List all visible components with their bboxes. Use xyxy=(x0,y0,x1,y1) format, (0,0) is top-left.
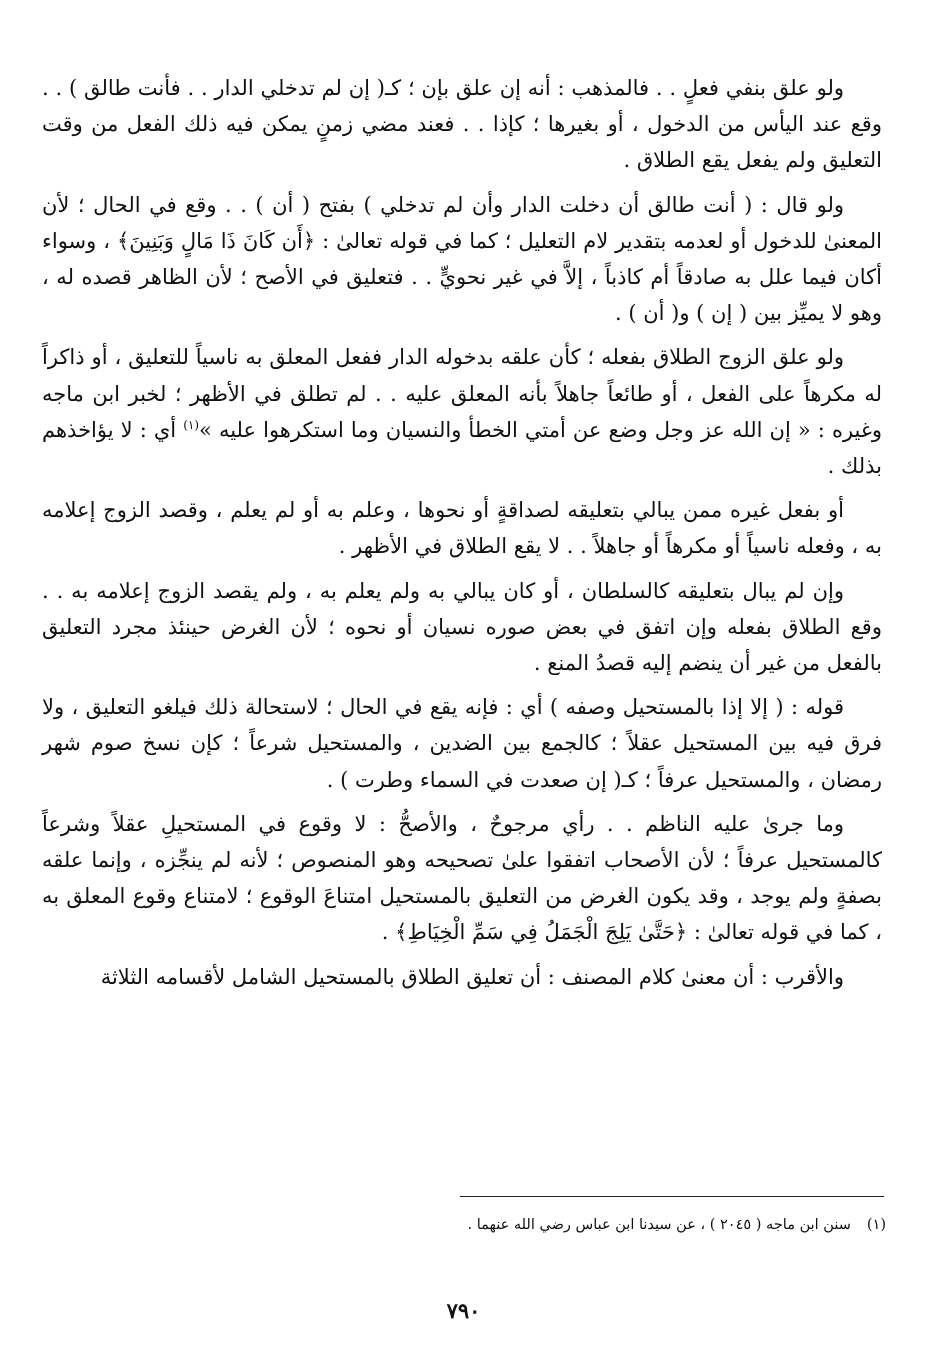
paragraph-3-text: ولو علق الزوج الطلاق بفعله ؛ كأن علقه بدخوله الدار ففعل المعلق به ناسياً للتعليق ، أو ذاكراً له مكرهاً على الفعل ، أو طائعاً جاهلاً بأنه المعلق عليه . . لم تطلق في الأظهر ؛ لخبر ابن ماجه وغيره : « إن الله عز وجل وضع عن أمتي الخطأ والنسيان وما استكرهوا عليه » xyxy=(42,345,882,442)
footnote-divider xyxy=(460,1196,884,1197)
paragraph-2: ولو قال : ( أنت طالق أن دخلت الدار وأن لم تدخلي ) بفتح ( أن ) . . وقع في الحال ؛ لأن المعنىٰ للدخول أو لعدمه بتقدير لام التعليل ؛ كما في قوله تعالىٰ : ﴿أَن كَانَ ذَا مَالٍ وَبَنِينَ﴾ ، وسواء أكان فيما علل به صادقاً أم كاذباً ، إلاَّ في غير نحويٍّ . . فتعليق في الأصح ؛ لأن الظاهر قصده له ، وهو لا يميِّز بين ( إن ) و( أن ) . xyxy=(42,192,882,326)
paragraph-7: وما جرىٰ عليه الناظم . . رأي مرجوحٌ ، والأصحُّ : لا وقوع في المستحيلِ عقلاً وشرعاً كالمستحيل عرفاً ؛ لأن الأصحاب اتفقوا علىٰ تصحيحه وهو المنصوص ؛ لأنه لم ينجِّزه ، وإنما علقه بصفةٍ ولم يوجد ، وقد يكون الغرض من التعليق بالمستحيل امتناعَ الوقوع ؛ لامتناع وقوع المعلق به ، كما في قوله تعالىٰ : ﴿حَتَّىٰ يَلِجَ الْجَمَلُ فِي سَمِّ الْخِيَاطِ﴾ . xyxy=(42,811,882,945)
footnote xyxy=(360,1214,886,1236)
paragraph-6: قوله : ( إلا إذا بالمستحيل وصفه ) أي : فإنه يقع في الحال ؛ لاستحالة ذلك فيلغو التعليق ، ولا فرق فيه بين المستحيل عقلاً ؛ كالجمع بين الضدين ، والمستحيل شرعاً ؛ كإن نسخ صوم شهر رمضان ، والمستحيل عرفاً ؛ كـ( إن صعدت في السماء وطرت ) . xyxy=(42,695,882,792)
footnote-reference[interactable]: (١) xyxy=(183,417,200,432)
paragraph-1: ولو علق بنفي فعلٍ . . فالمذهب : أنه إن علق بإن ؛ كـ( إن لم تدخلي الدار . . فأنت طالق ) . . وقع عند اليأس من الدخول ، أو بغيرها ؛ كإذا . . فعند مضي زمنٍ يمكن فيه ذلك الفعل من وقت التعليق ولم يفعل يقع الطلاق . xyxy=(42,76,882,173)
paragraph-8: والأقرب : أن معنىٰ كلام المصنف : أن تعليق الطلاق بالمستحيل الشامل لأقسامه الثلاثة xyxy=(100,964,844,989)
main-text xyxy=(42,70,882,1003)
paragraph-4: أو بفعل غيره ممن يبالي بتعليقه لصداقةٍ أو نحوها ، وعلم به أو لم يعلم ، وقصد الزوج إعلامه به ، وفعله ناسياً أو مكرهاً أو جاهلاً . . لا يقع الطلاق في الأظهر . xyxy=(42,498,882,559)
paragraph-3 xyxy=(42,339,882,484)
page-number: ٧٩٠ xyxy=(446,1298,481,1323)
paragraph-3-tail: أي : لا يؤاخذهم بذلك . xyxy=(42,417,882,479)
footnote-text: سنن ابن ماجه ( ٢٠٤٥ ) ، عن سيدنا ابن عباس رضي الله عنهما . xyxy=(467,1217,851,1233)
footnote-number: (١) xyxy=(866,1217,886,1233)
paragraph-5: وإن لم يبال بتعليقه كالسلطان ، أو كان يبالي به ولم يعلم به ، ولم يقصد الزوج إعلامه به . . وقع الطلاق بفعله وإن اتفق في بعض صوره نسيان أو نحوه ؛ لأن الغرض حينئذ مجرد التعليق بالفعل من غير أن ينضم إليه قصدُ المنع . xyxy=(42,578,882,676)
